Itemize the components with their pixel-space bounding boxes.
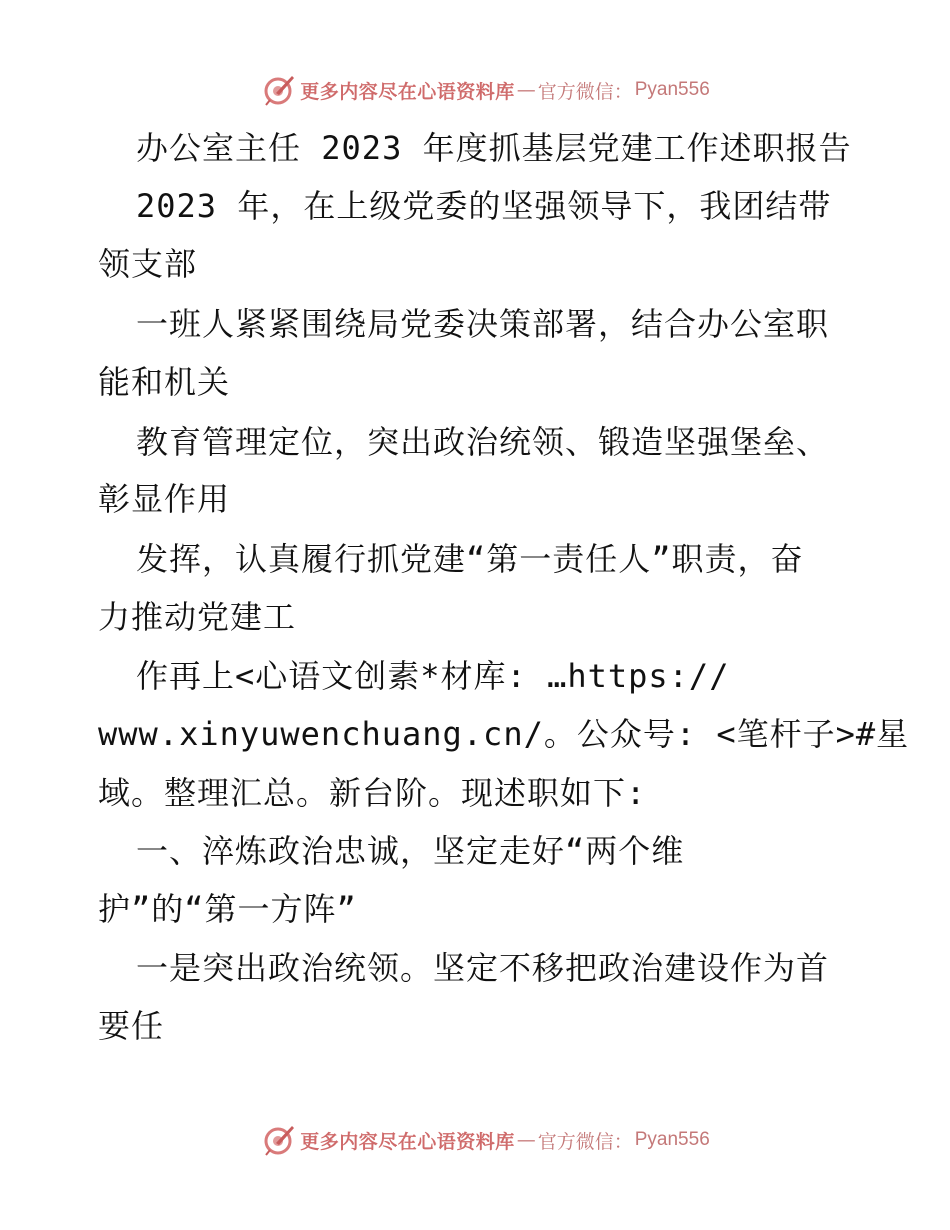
banner-contact-label: 官方微信： — [537, 80, 633, 103]
body-line: www.xinyuwenchuang.cn/。公众号: <笔杆子>#星 — [98, 715, 910, 753]
body-line: 要任 — [98, 1007, 165, 1045]
section-heading: 一、淬炼政治忠诚，坚定走好“两个维 — [136, 832, 685, 870]
footer-watermark-banner — [0, 1120, 950, 1160]
body-line: 2023 年，在上级党委的坚强领导下，我团结带 — [136, 187, 832, 225]
body-line: 领支部 — [98, 245, 198, 283]
body-line: 发挥，认真履行抓党建“第一责任人”职责，奋 — [136, 540, 804, 578]
header-watermark-banner — [0, 70, 950, 110]
banner-slogan: 更多内容尽在心语资料库 — [300, 1130, 515, 1153]
document-title: 办公室主任 2023 年度抓基层党建工作述职报告 — [136, 129, 852, 167]
section-heading-continued: 护”的“第一方阵” — [98, 890, 357, 928]
banner-content — [262, 73, 710, 107]
body-line: 一班人紧紧围绕局党委决策部署，结合办公室职 — [136, 305, 830, 343]
banner-contact-id: Pyan556 — [634, 79, 710, 100]
quill-logo-icon — [262, 73, 296, 107]
body-line: 能和机关 — [98, 363, 231, 401]
body-line: 力推动党建工 — [98, 598, 297, 636]
banner-contact-label: 官方微信： — [537, 1130, 633, 1153]
body-line: 一是突出政治统领。坚定不移把政治建设作为首 — [136, 949, 830, 987]
banner-dash: — — [516, 1129, 536, 1151]
body-line: 教育管理定位，突出政治统领、锻造坚强堡垒、 — [136, 423, 830, 461]
banner-content — [262, 1123, 710, 1157]
quill-logo-icon — [262, 1123, 296, 1157]
banner-contact-id: Pyan556 — [634, 1129, 710, 1150]
banner-dash: — — [516, 79, 536, 101]
body-line: 作再上<心语文创素*材库: …https:// — [136, 657, 730, 695]
body-line: 域。整理汇总。新台阶。现述职如下: — [98, 774, 647, 812]
banner-slogan: 更多内容尽在心语资料库 — [300, 80, 515, 103]
body-line: 彰显作用 — [98, 480, 231, 518]
